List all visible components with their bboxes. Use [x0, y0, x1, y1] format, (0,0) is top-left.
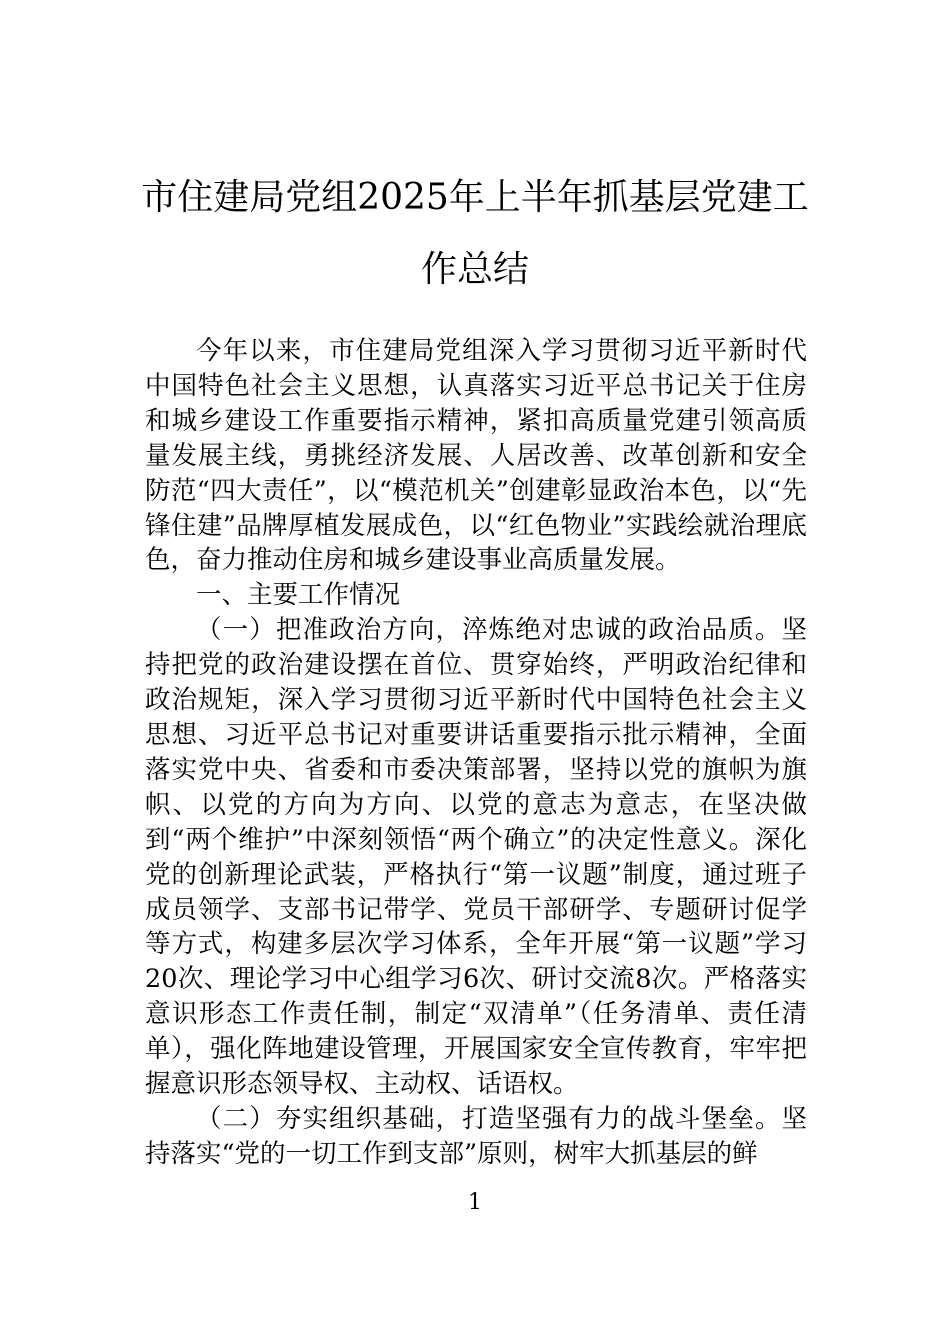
section-heading: 一、主要工作情况	[196, 580, 401, 611]
paragraph-political-direction: （一）把准政治方向，淬炼绝对忠诚的政治品质。坚持把党的政治建设摆在首位、贯穿始终，严明政治纪律和政治规矩，深入学习贯彻习近平新时代中国特色社会主义思想、习近平总书记对重要讲话重要指示批示精神，全面落实党中央、省委和市委决策部署，坚持以党的旗帜为旗帜、以党的方向为方向、以党的意志为意志，在坚决做到“两个维护”中深刻领悟“两个确立”的决定性意义。深化党的创新理论武装，严格执行“第一议题”制度，通过班子成员领学、支部书记带学、党员干部研学、专题研讨促学等方式，构建多层次学习体系，全年开展“第一议题”学习20次、理论学习中心组学习6次、研讨交流8次。严格落实意识形态工作责任制，制定“双清单”（任务清单、责任清单），强化阵地建设管理，开展国家安全宣传教育，牢牢把握意识形态领导权、主动权、话语权。	[145, 615, 807, 1100]
paragraph-intro: 今年以来，市住建局党组深入学习贯彻习近平新时代中国特色社会主义思想，认真落实习近平总书记关于住房和城乡建设工作重要指示精神，紧扣高质量党建引领高质量发展主线，勇挑经济发展、人居改善、改革创新和安全防范“四大责任”，以“模范机关”创建彰显政治本色，以“先锋住建”品牌厚植发展成色，以“红色物业”实践绘就治理底色，奋力推动住房和城乡建设事业高质量发展。	[145, 336, 807, 576]
document-body	[145, 334, 807, 1172]
paragraph-organization-basis: （二）夯实组织基础，打造坚强有力的战斗堡垒。坚持落实“党的一切工作到支部”原则，树牢大抓基层的鲜	[145, 1103, 807, 1169]
page-number: 1	[468, 1190, 482, 1215]
title-line-1: 市住建局党组2025年上半年抓基层党建工	[141, 177, 809, 218]
title-line-2: 作总结	[420, 249, 529, 290]
document-title	[140, 162, 810, 306]
